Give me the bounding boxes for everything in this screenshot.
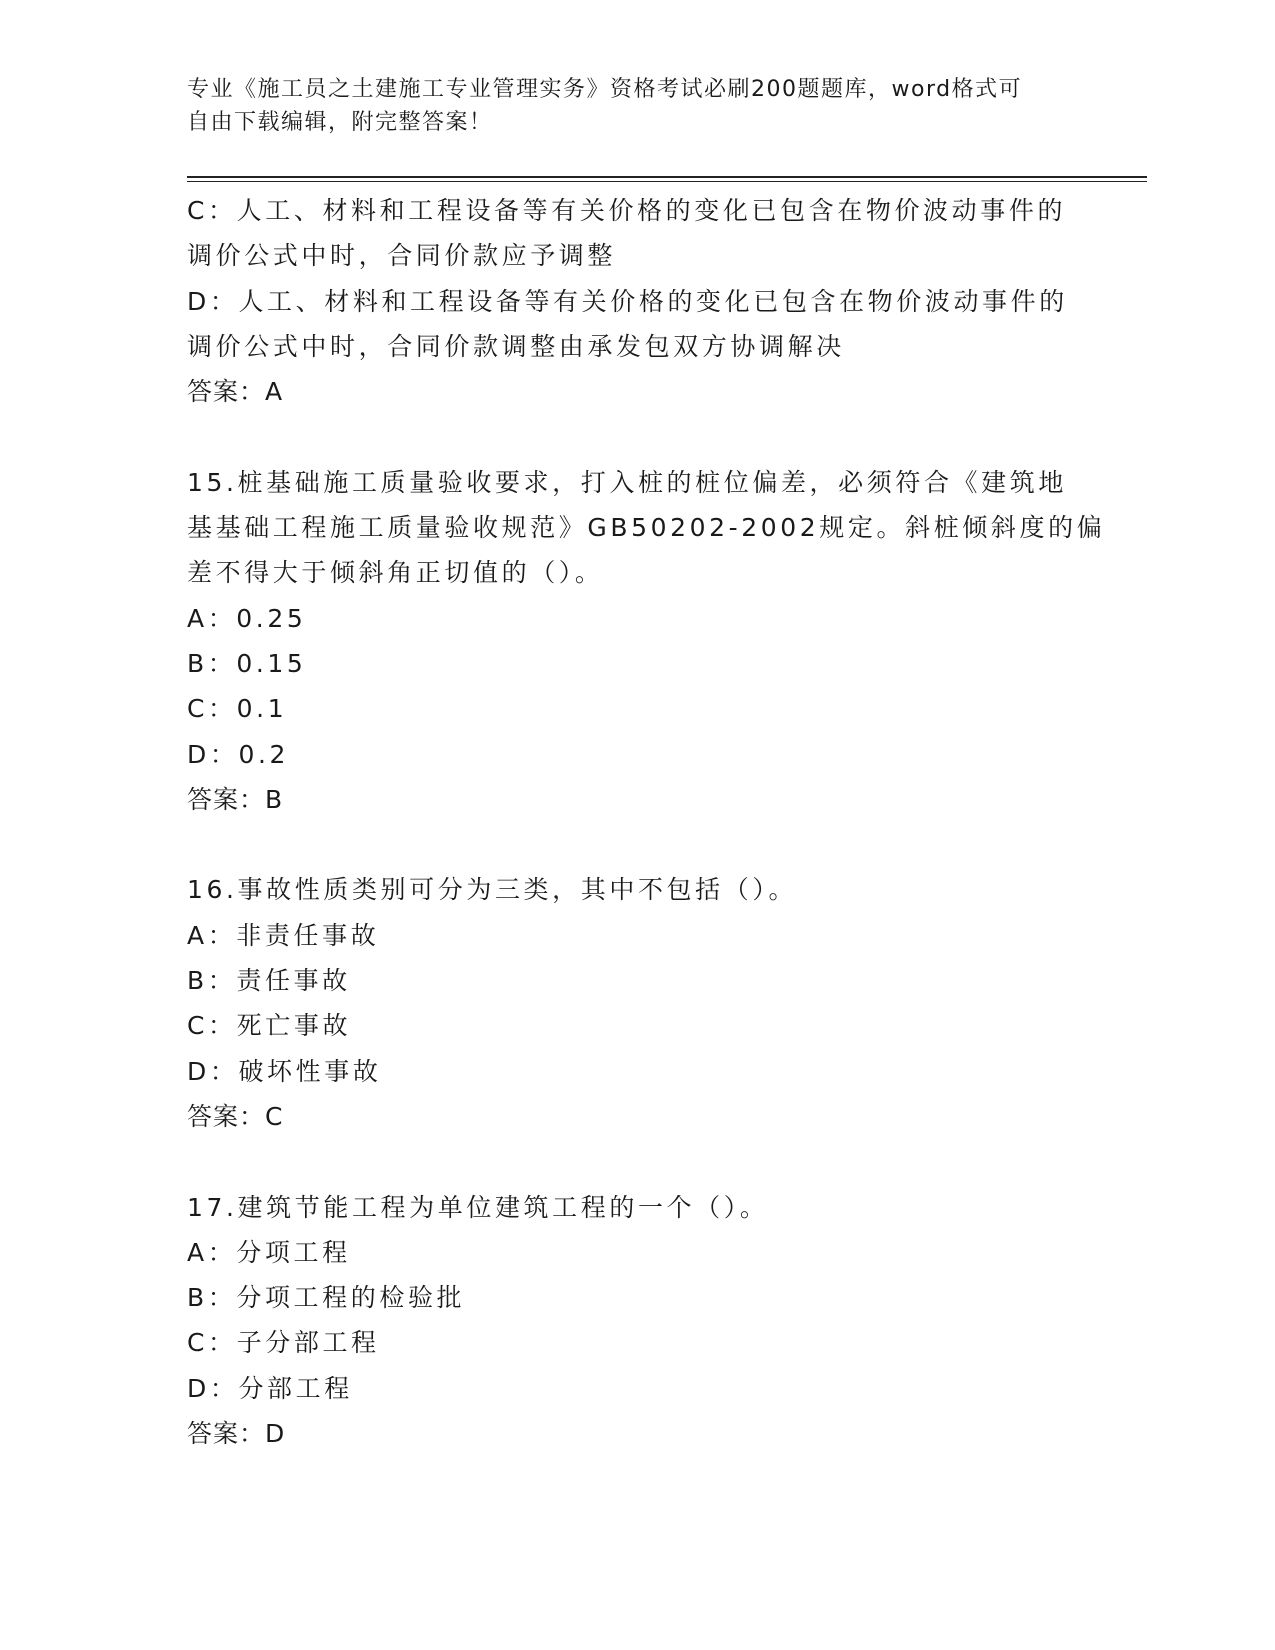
option-d: D：分部工程: [187, 1373, 353, 1403]
question-stem-line: 15.桩基础施工质量验收要求，打入桩的桩位偏差，必须符合《建筑地: [187, 467, 1067, 497]
header-title-line-1: 专业《施工员之土建施工专业管理实务》资格考试必刷200题题库，word格式可: [187, 77, 1023, 102]
question-15: [187, 460, 1106, 822]
answer-line: 答案：D: [187, 1419, 286, 1449]
document-header: [187, 73, 1067, 139]
option-b: B：分项工程的检验批: [187, 1283, 466, 1313]
question-16: [187, 867, 1087, 1139]
question-stem-line: 差不得大于倾斜角正切值的（）。: [187, 558, 604, 588]
answer-line: 答案：A: [187, 377, 284, 407]
option-a: A：分项工程: [187, 1237, 351, 1267]
option-a: A：0.25: [187, 603, 307, 633]
option-b: B：0.15: [187, 648, 307, 678]
question-stem-line: 16.事故性质类别可分为三类，其中不包括（）。: [187, 875, 798, 905]
answer-line: 答案：C: [187, 1101, 284, 1131]
question-17: [187, 1185, 1087, 1457]
option-c: C：子分部工程: [187, 1328, 380, 1358]
header-title-line-2: 自由下载编辑，附完整答案！: [187, 110, 493, 135]
previous-question-tail: [187, 188, 1087, 414]
option-b: B：责任事故: [187, 966, 351, 996]
header-divider-thick: [187, 176, 1147, 178]
spacer: [187, 414, 1087, 459]
option-c-line-2: 调价公式中时，合同价款应予调整: [187, 241, 617, 271]
question-stem-line: 17.建筑节能工程为单位建筑工程的一个（）。: [187, 1192, 769, 1222]
answer-line: 答案：B: [187, 784, 284, 814]
option-c-line-1: C：人工、材料和工程设备等有关价格的变化已包含在物价波动事件的: [187, 196, 1067, 225]
question-content: [187, 188, 1106, 1456]
option-d: D：破坏性事故: [187, 1056, 382, 1086]
spacer: [187, 822, 1087, 867]
option-c: C：死亡事故: [187, 1011, 352, 1041]
option-c: C：0.1: [187, 694, 288, 724]
option-d-line-1: D：人工、材料和工程设备等有关价格的变化已包含在物价波动事件的: [187, 286, 1068, 316]
header-divider-thin: [187, 181, 1147, 182]
question-stem-line: 基基础工程施工质量验收规范》GB50202-2002规定。斜桩倾斜度的偏: [187, 513, 1106, 543]
option-d-line-2: 调价公式中时，合同价款调整由承发包双方协调解决: [187, 331, 845, 361]
spacer: [187, 1139, 1087, 1184]
option-d: D：0.2: [187, 739, 290, 769]
option-a: A：非责任事故: [187, 920, 380, 950]
